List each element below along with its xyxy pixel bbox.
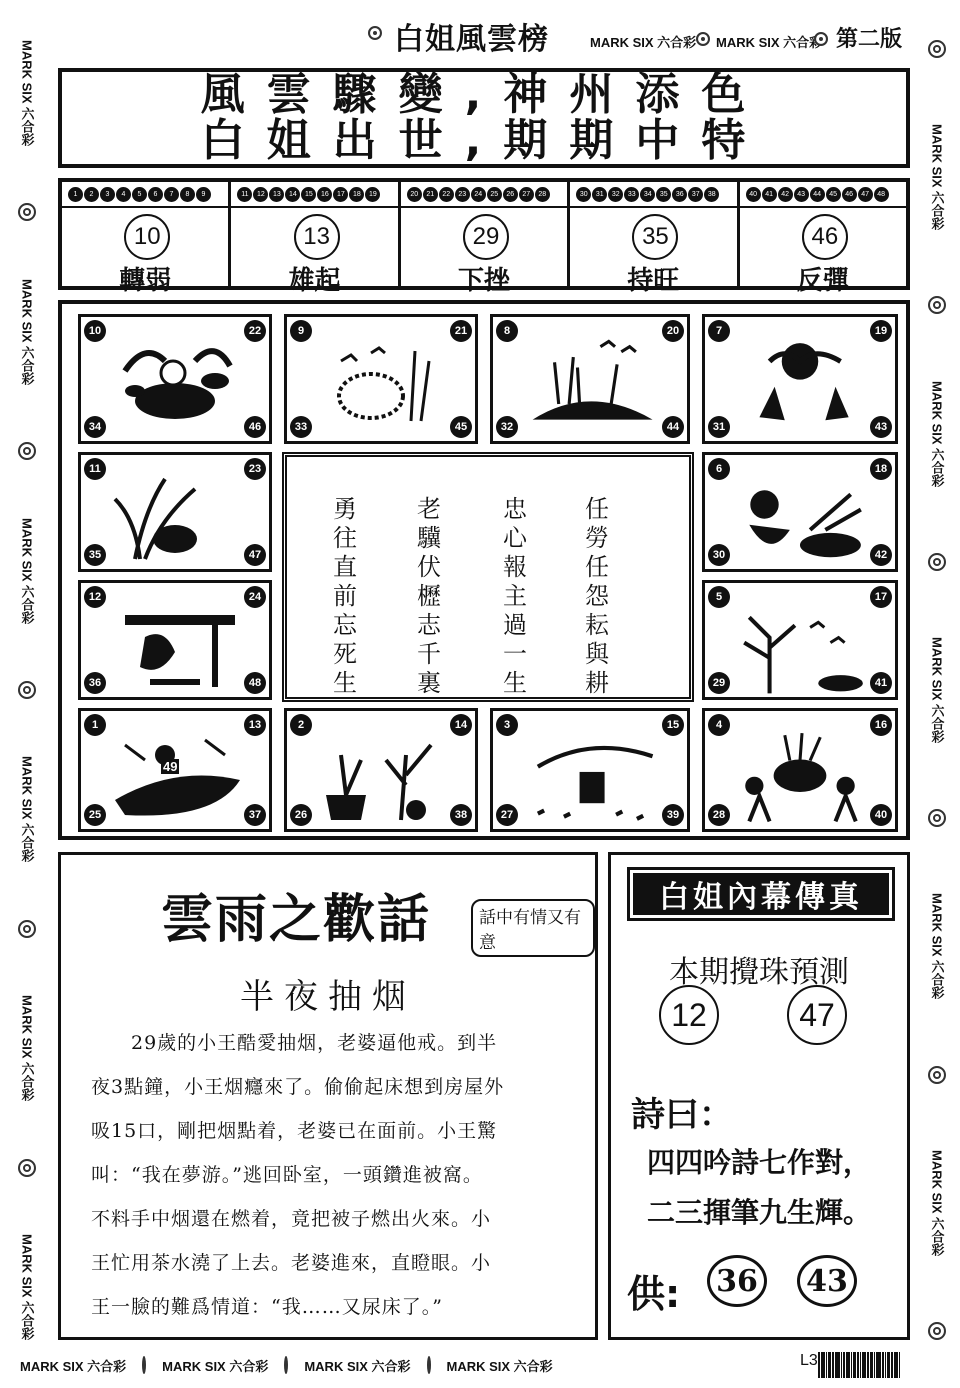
picture-card bbox=[702, 452, 898, 572]
mini-ball: 33 bbox=[624, 187, 639, 202]
poem-char: 生 bbox=[333, 669, 357, 697]
mini-ball: 41 bbox=[762, 187, 777, 202]
corner-number: 8 bbox=[496, 320, 518, 342]
branch-illustration bbox=[517, 725, 663, 829]
mini-ball: 44 bbox=[810, 187, 825, 202]
poem-char: 前 bbox=[333, 582, 357, 610]
mini-ball: 18 bbox=[349, 187, 364, 202]
left-watermark-strip bbox=[8, 40, 46, 1340]
number-bands bbox=[58, 178, 910, 296]
flower-icon bbox=[18, 442, 36, 460]
band-number: 13 bbox=[294, 214, 340, 260]
corner-number: 10 bbox=[84, 320, 106, 342]
poem-char: 生 bbox=[503, 669, 527, 697]
poem-column bbox=[577, 495, 617, 698]
band-number: 46 bbox=[802, 214, 848, 260]
page-title: 白姐風雲榜 bbox=[394, 22, 549, 57]
band bbox=[740, 182, 906, 296]
poem-char: 一 bbox=[503, 640, 527, 668]
picture-card bbox=[78, 708, 272, 832]
mini-ball: 15 bbox=[301, 187, 316, 202]
mini-ball: 30 bbox=[576, 187, 591, 202]
gong-ball: 43 bbox=[797, 1255, 857, 1307]
watermark-text: MARK SIX 六合彩 bbox=[929, 380, 945, 487]
mini-ball: 13 bbox=[269, 187, 284, 202]
mini-ball: 45 bbox=[826, 187, 841, 202]
poem-char: 裏 bbox=[417, 669, 441, 697]
center-poem-box bbox=[282, 452, 694, 702]
mini-ball: 12 bbox=[253, 187, 268, 202]
corner-number: 29 bbox=[708, 672, 730, 694]
watermark-text: MARK SIX 六合彩 bbox=[162, 1358, 269, 1374]
corner-number: 14 bbox=[450, 714, 472, 736]
corner-number: 27 bbox=[496, 804, 518, 826]
poem-char: 任 bbox=[585, 553, 609, 581]
mini-ball: 6 bbox=[148, 187, 163, 202]
story-line: 29歲的小王酷愛抽烟，老婆逼他戒。到半 bbox=[131, 1032, 498, 1054]
pot-plant-illustration bbox=[311, 725, 451, 825]
flower-icon bbox=[18, 920, 36, 938]
poem-char: 耘 bbox=[585, 611, 609, 639]
mini-ball: 2 bbox=[84, 187, 99, 202]
code-mark: L3 bbox=[800, 1352, 818, 1369]
mini-ball: 5 bbox=[132, 187, 147, 202]
story-box bbox=[58, 852, 598, 1340]
mini-ball: 32 bbox=[608, 187, 623, 202]
edition-label: 第二版 bbox=[835, 26, 902, 52]
mini-ball: 31 bbox=[592, 187, 607, 202]
band-word: 下挫 bbox=[458, 266, 511, 296]
picture-grid bbox=[58, 300, 910, 840]
corner-number: 25 bbox=[84, 804, 106, 826]
corner-number: 37 bbox=[244, 804, 266, 826]
header-watermark: MARK SIX 六合彩 bbox=[716, 35, 823, 50]
vase-flower-illustration bbox=[729, 331, 871, 432]
mini-ball: 23 bbox=[455, 187, 470, 202]
inside-info-panel bbox=[608, 852, 910, 1340]
picture-card bbox=[702, 314, 898, 444]
flower-icon bbox=[18, 1159, 36, 1177]
flower-icon bbox=[18, 203, 36, 221]
tree-bird-illustration bbox=[729, 597, 871, 698]
picture-card bbox=[78, 580, 272, 700]
band-number: 10 bbox=[124, 214, 170, 260]
corner-number: 2 bbox=[290, 714, 312, 736]
poem-label: 詩曰： bbox=[631, 1095, 733, 1135]
mini-ball: 17 bbox=[333, 187, 348, 202]
watermark-text: MARK SIX 六合彩 bbox=[19, 1233, 35, 1340]
poem-char: 志 bbox=[417, 611, 441, 639]
band-word: 持旺 bbox=[627, 266, 680, 296]
mini-ball: 40 bbox=[746, 187, 761, 202]
band-word: 轉弱 bbox=[119, 266, 172, 296]
mini-ball: 11 bbox=[237, 187, 252, 202]
watermark-text: MARK SIX 六合彩 bbox=[19, 995, 35, 1102]
flower-icon bbox=[928, 40, 946, 58]
corner-number: 32 bbox=[496, 416, 518, 438]
poem-char: 怨 bbox=[585, 582, 609, 610]
picture-card bbox=[78, 452, 272, 572]
story-line: 夜3點鐘，小王烟癮來了。偷偷起床想到房屋外 bbox=[91, 1076, 505, 1098]
poem-char: 主 bbox=[503, 582, 527, 610]
corner-number: 9 bbox=[290, 320, 312, 342]
slogan-line-1: 風雲驟變,神州添色 bbox=[200, 69, 768, 120]
poem-char: 千 bbox=[417, 640, 441, 668]
gong-ball: 36 bbox=[707, 1255, 767, 1307]
watermark-text: MARK SIX 六合彩 bbox=[304, 1358, 411, 1374]
picture-card bbox=[284, 708, 478, 832]
watermark-text: MARK SIX 六合彩 bbox=[20, 1358, 127, 1374]
mini-ball: 24 bbox=[471, 187, 486, 202]
corner-number: 40 bbox=[870, 804, 892, 826]
poem-column bbox=[325, 495, 365, 698]
mini-ball: 7 bbox=[164, 187, 179, 202]
flower-icon bbox=[427, 1356, 431, 1374]
watermark-text: MARK SIX 六合彩 bbox=[446, 1358, 553, 1374]
corner-number: 24 bbox=[244, 586, 266, 608]
picture-card bbox=[78, 314, 272, 444]
mini-ball: 25 bbox=[487, 187, 502, 202]
watermark-text: MARK SIX 六合彩 bbox=[19, 756, 35, 863]
poem-char: 心 bbox=[503, 524, 527, 552]
corner-number: 45 bbox=[450, 416, 472, 438]
corner-number: 41 bbox=[870, 672, 892, 694]
corner-number: 21 bbox=[450, 320, 472, 342]
mini-number-row bbox=[407, 187, 561, 203]
band-word: 雄起 bbox=[288, 266, 341, 296]
corner-number: 47 bbox=[244, 544, 266, 566]
vase-children-illustration bbox=[729, 725, 871, 826]
right-watermark-strip bbox=[918, 40, 956, 1340]
picture-card bbox=[490, 314, 690, 444]
mini-ball: 26 bbox=[503, 187, 518, 202]
story-line: 不料手中烟還在燃着，竟把被子燃出火來。小 bbox=[91, 1208, 492, 1230]
poem-line: 四四吟詩七作對， bbox=[646, 1146, 871, 1179]
corner-number: 33 bbox=[290, 416, 312, 438]
corner-number: 39 bbox=[662, 804, 684, 826]
prediction-label: 本期攪珠預測 bbox=[669, 955, 849, 990]
flower-icon bbox=[814, 32, 828, 46]
poem-char: 死 bbox=[333, 640, 357, 668]
corner-number: 43 bbox=[870, 416, 892, 438]
card-mark: 49 bbox=[163, 759, 178, 774]
mini-number-row bbox=[237, 187, 391, 203]
poem-char: 忘 bbox=[333, 611, 357, 639]
mini-ball: 46 bbox=[842, 187, 857, 202]
band bbox=[401, 182, 570, 296]
corner-number: 19 bbox=[870, 320, 892, 342]
corner-number: 23 bbox=[244, 458, 266, 480]
corner-number: 5 bbox=[708, 586, 730, 608]
corner-number: 15 bbox=[662, 714, 684, 736]
band bbox=[570, 182, 739, 296]
poem-char: 過 bbox=[503, 611, 527, 639]
slogan-line-2: 白姐出世,期期中特 bbox=[200, 115, 768, 166]
corner-number: 13 bbox=[244, 714, 266, 736]
corner-number: 35 bbox=[84, 544, 106, 566]
watermark-text: MARK SIX 六合彩 bbox=[19, 278, 35, 385]
corner-number: 26 bbox=[290, 804, 312, 826]
poem-char: 任 bbox=[585, 495, 609, 523]
watermark-text: MARK SIX 六合彩 bbox=[929, 893, 945, 1000]
boat-figure-illustration bbox=[105, 725, 245, 825]
prediction-ball: 12 bbox=[659, 985, 719, 1045]
flower-icon bbox=[696, 32, 710, 46]
mini-ball: 42 bbox=[778, 187, 793, 202]
corner-number: 20 bbox=[662, 320, 684, 342]
mini-ball: 43 bbox=[794, 187, 809, 202]
slogan-box bbox=[58, 68, 910, 168]
mini-number-row bbox=[746, 187, 900, 203]
corner-number: 38 bbox=[450, 804, 472, 826]
corner-number: 11 bbox=[84, 458, 106, 480]
mini-ball: 4 bbox=[116, 187, 131, 202]
corner-number: 48 bbox=[244, 672, 266, 694]
mini-ball: 19 bbox=[365, 187, 380, 202]
poem-line: 二三揮筆九生輝。 bbox=[646, 1196, 871, 1229]
mini-ball: 16 bbox=[317, 187, 332, 202]
mini-ball: 38 bbox=[704, 187, 719, 202]
mini-ball: 3 bbox=[100, 187, 115, 202]
flower-icon bbox=[928, 809, 946, 827]
poem-char: 直 bbox=[333, 553, 357, 581]
watermark-text: MARK SIX 六合彩 bbox=[19, 40, 35, 147]
corner-number: 46 bbox=[244, 416, 266, 438]
flower-icon bbox=[928, 296, 946, 314]
stone-bird-illustration bbox=[311, 331, 451, 431]
mini-number-row bbox=[576, 187, 730, 203]
story-subtitle: 半夜抽烟 bbox=[240, 977, 416, 1017]
orchid-illustration bbox=[105, 469, 245, 569]
mini-ball: 37 bbox=[688, 187, 703, 202]
mini-ball: 21 bbox=[423, 187, 438, 202]
band bbox=[231, 182, 400, 296]
poem-char: 報 bbox=[503, 553, 527, 581]
mini-ball: 36 bbox=[672, 187, 687, 202]
corner-number: 31 bbox=[708, 416, 730, 438]
poem-column bbox=[495, 495, 535, 698]
poem-column bbox=[409, 495, 449, 698]
poem-char: 勞 bbox=[585, 524, 609, 552]
poem-char: 往 bbox=[333, 524, 357, 552]
poem-char: 勇 bbox=[333, 495, 357, 523]
poem-char: 驥 bbox=[417, 524, 441, 552]
lantern-illustration bbox=[105, 597, 245, 697]
picture-card bbox=[702, 708, 898, 832]
barcode-icon bbox=[818, 1352, 928, 1378]
band-number: 29 bbox=[463, 214, 509, 260]
turtle-figure-illustration bbox=[105, 331, 245, 431]
watermark-text: MARK SIX 六合彩 bbox=[929, 124, 945, 231]
poem-char: 與 bbox=[585, 640, 609, 668]
watermark-text: MARK SIX 六合彩 bbox=[929, 636, 945, 744]
grass-rock-illustration bbox=[517, 331, 663, 435]
mini-ball: 35 bbox=[656, 187, 671, 202]
corner-number: 22 bbox=[244, 320, 266, 342]
poem-char: 老 bbox=[417, 495, 441, 523]
mini-number-row bbox=[68, 187, 222, 203]
story-line: 王一臉的難爲情道：“我……又尿床了。” bbox=[91, 1296, 443, 1318]
corner-number: 34 bbox=[84, 416, 106, 438]
flower-icon bbox=[142, 1356, 146, 1374]
flower-icon bbox=[18, 681, 36, 699]
corner-number: 30 bbox=[708, 544, 730, 566]
mini-ball: 8 bbox=[180, 187, 195, 202]
corner-number: 42 bbox=[870, 544, 892, 566]
corner-number: 7 bbox=[708, 320, 730, 342]
flower-icon bbox=[928, 553, 946, 571]
corner-number: 17 bbox=[870, 586, 892, 608]
gong-label: 供: bbox=[627, 1272, 681, 1316]
picture-card bbox=[284, 314, 478, 444]
poem-char: 耕 bbox=[585, 669, 609, 697]
basin-figure-illustration bbox=[729, 469, 871, 570]
story-line: 吸15口，剛把烟點着，老婆已在面前。小王驚 bbox=[91, 1120, 498, 1142]
mini-ball: 1 bbox=[68, 187, 83, 202]
corner-number: 44 bbox=[662, 416, 684, 438]
prediction-ball: 47 bbox=[787, 985, 847, 1045]
flower-icon bbox=[928, 1066, 946, 1084]
mini-ball: 48 bbox=[874, 187, 889, 202]
corner-number: 36 bbox=[84, 672, 106, 694]
mini-ball: 14 bbox=[285, 187, 300, 202]
mini-ball: 20 bbox=[407, 187, 422, 202]
header bbox=[360, 12, 920, 62]
band-word: 反彈 bbox=[796, 266, 849, 296]
picture-card bbox=[702, 580, 898, 700]
story-line: 叫：“我在夢游。”逃回卧室，一頭鑽進被窩。 bbox=[91, 1164, 483, 1186]
mini-ball: 22 bbox=[439, 187, 454, 202]
mini-ball: 27 bbox=[519, 187, 534, 202]
picture-card bbox=[490, 708, 690, 832]
band bbox=[62, 182, 231, 296]
mini-ball: 47 bbox=[858, 187, 873, 202]
corner-number: 28 bbox=[708, 804, 730, 826]
flower-icon bbox=[928, 1322, 946, 1340]
mini-ball: 34 bbox=[640, 187, 655, 202]
watermark-text: MARK SIX 六合彩 bbox=[19, 517, 35, 624]
inside-banner: 白姐內幕傳真 bbox=[627, 867, 895, 921]
header-watermark: MARK SIX 六合彩 bbox=[590, 35, 697, 50]
band-number: 35 bbox=[632, 214, 678, 260]
corner-number: 6 bbox=[708, 458, 730, 480]
corner-number: 18 bbox=[870, 458, 892, 480]
mini-ball: 9 bbox=[196, 187, 211, 202]
corner-number: 12 bbox=[84, 586, 106, 608]
corner-number: 16 bbox=[870, 714, 892, 736]
flower-icon bbox=[368, 26, 382, 40]
flower-icon bbox=[284, 1356, 288, 1374]
corner-number: 3 bbox=[496, 714, 518, 736]
poem-char: 伏 bbox=[417, 553, 441, 581]
story-title: 雲雨之歡話 bbox=[161, 889, 432, 950]
poem-char: 忠 bbox=[503, 495, 527, 523]
story-note: 話中有情又有意 bbox=[471, 899, 595, 957]
corner-number: 1 bbox=[84, 714, 106, 736]
watermark-text: MARK SIX 六合彩 bbox=[929, 1149, 945, 1256]
mini-ball: 28 bbox=[535, 187, 550, 202]
footer-watermark-strip bbox=[20, 1352, 553, 1378]
corner-number: 4 bbox=[708, 714, 730, 736]
poem-char: 櫪 bbox=[417, 582, 441, 610]
story-line: 王忙用茶水澆了上去。老婆進來，直瞪眼。小 bbox=[91, 1252, 492, 1274]
